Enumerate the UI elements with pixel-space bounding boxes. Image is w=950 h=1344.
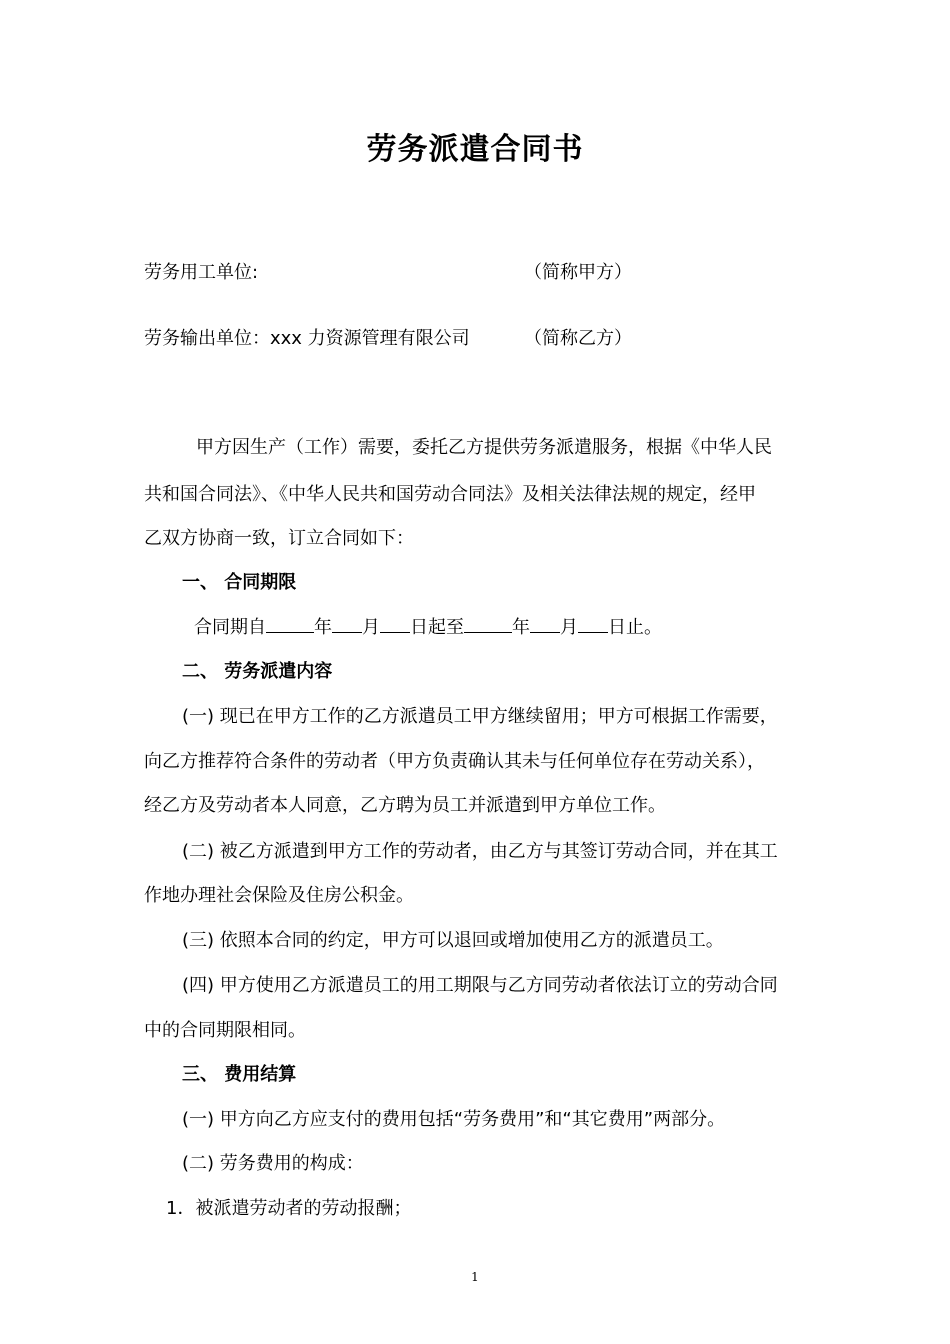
- blank-field: [464, 614, 512, 633]
- document-title: 劳务派遣合同书: [366, 132, 584, 167]
- blank-field: [332, 614, 362, 633]
- intro-line: 甲方因生产（工作）需要，委托乙方提供劳务派遣服务，根据《中华人民: [196, 437, 772, 458]
- party-a-label: 劳务用工单位:: [144, 262, 259, 283]
- date-text: 月: [560, 617, 578, 638]
- section-1-heading: 一、 合同期限: [182, 572, 297, 593]
- page-number: 1: [471, 1270, 479, 1284]
- date-text: 合同期自: [194, 617, 266, 638]
- party-b-abbr: （简称乙方）: [524, 328, 632, 349]
- clause-line: 作地办理社会保险及住房公积金。: [144, 885, 414, 906]
- clause-line: (四) 甲方使用乙方派遣员工的用工期限与乙方同劳动者依法订立的劳动合同: [182, 975, 778, 996]
- intro-line: 共和国合同法》、《中华人民共和国劳动合同法》及相关法律法规的规定，经甲: [144, 484, 756, 505]
- blank-field: [380, 614, 410, 633]
- clause-line: (一) 甲方向乙方应支付的费用包括“劳务费用”和“其它费用”两部分。: [182, 1109, 726, 1130]
- date-text: 月: [362, 617, 380, 638]
- date-text: 年: [512, 617, 530, 638]
- clause-line: (一) 现已在甲方工作的乙方派遣员工甲方继续留用；甲方可根据工作需要，: [182, 706, 778, 727]
- clause-line: 向乙方推荐符合条件的劳动者（甲方负责确认其未与任何单位存在劳动关系），: [144, 751, 765, 772]
- blank-field: [266, 614, 314, 633]
- date-text: 日起至: [410, 617, 464, 638]
- clause-line: (二) 劳务费用的构成：: [182, 1153, 364, 1174]
- date-text: 日止。: [608, 617, 662, 638]
- clause-line: (二) 被乙方派遣到甲方工作的劳动者，由乙方与其签订劳动合同，并在其工: [182, 841, 778, 862]
- clause-line: 中的合同期限相同。: [144, 1020, 306, 1041]
- party-a-abbr: （简称甲方）: [524, 262, 632, 283]
- clause-line: 经乙方及劳动者本人同意，乙方聘为员工并派遣到甲方单位工作。: [144, 795, 666, 816]
- clause-line: 1．被派遣劳动者的劳动报酬；: [166, 1198, 412, 1219]
- date-text: 年: [314, 617, 332, 638]
- blank-field: [578, 614, 608, 633]
- party-b-label: 劳务输出单位：xxx 力资源管理有限公司: [144, 328, 470, 349]
- blank-field: [530, 614, 560, 633]
- contract-period-line: [194, 614, 662, 640]
- clause-line: (三) 依照本合同的约定，甲方可以退回或增加使用乙方的派遣员工。: [182, 930, 724, 951]
- intro-line: 乙双方协商一致，订立合同如下：: [144, 528, 414, 549]
- section-2-heading: 二、 劳务派遣内容: [182, 661, 333, 682]
- section-3-heading: 三、 费用结算: [182, 1064, 297, 1085]
